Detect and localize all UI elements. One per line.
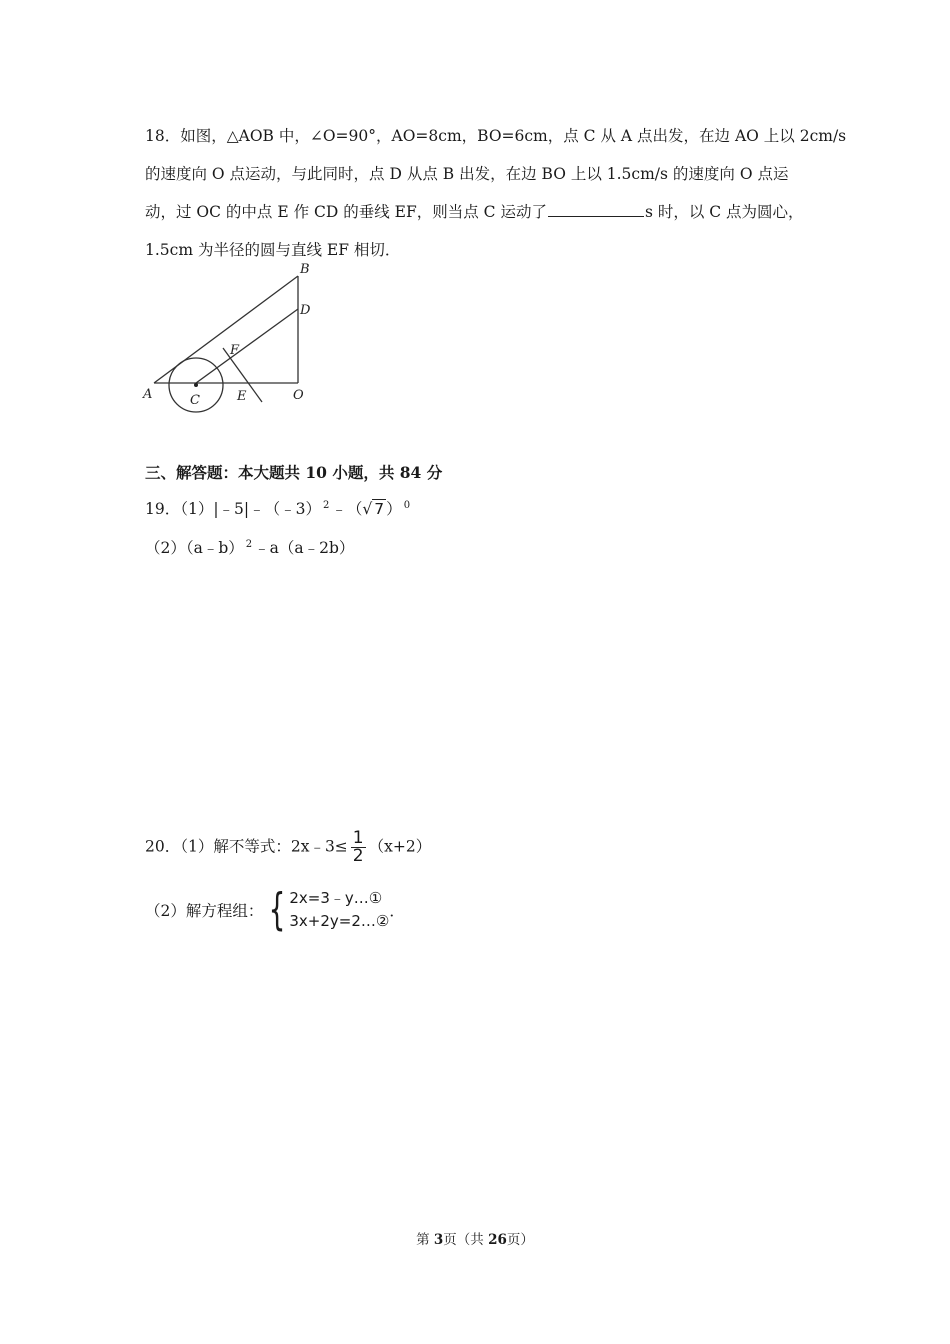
q19-part2 (145, 536, 354, 558)
footer-c: 页） (506, 1232, 534, 1248)
q19-p2-a: （2）（a﹣b） (145, 539, 244, 557)
geometry-figure (140, 258, 320, 418)
equation-system (263, 884, 390, 935)
q19-part1 (145, 497, 412, 519)
fraction-denominator: 2 (352, 846, 364, 866)
q20-p1-b: （x+2） (368, 837, 432, 856)
footer-a: 第 (416, 1232, 434, 1248)
q19-p1-exp2: 0 (403, 500, 411, 511)
q18-line1: 18．如图，△AOB 中，∠O=90°，AO=8cm，BO=6cm，点 C 从 A 点出发，在边 AO 上以 2cm/s (145, 127, 847, 145)
page-footer (0, 1228, 950, 1248)
q19-p1-exp1: 2 (323, 500, 330, 511)
equation-1: 2x=3﹣y…① (289, 889, 383, 907)
q18-line2: 的速度向 O 点运动，与此同时，点 D 从点 B 出发，在边 BO 上以 1.5cm/s 的速度向 O 点运 (145, 165, 789, 183)
q20-p2-label: （2）解方程组： (145, 902, 264, 920)
footer-b: 页（共 (443, 1232, 489, 1248)
q18-line3 (145, 200, 804, 222)
q19-p1-radicand: 7 (374, 500, 385, 518)
q20-p1-a: 20．（1）解不等式：2x﹣3≤ (145, 837, 348, 856)
q20-part1 (145, 830, 431, 865)
answer-blank (548, 202, 644, 217)
section-heading: 三、解答题：本大题共 10 小题，共 84 分 (145, 463, 443, 482)
label-f: F (230, 343, 240, 358)
segment-cd (196, 309, 298, 383)
point-c (194, 383, 198, 387)
q18-line3-b: s 时，以 C 点为圆心， (644, 203, 804, 221)
label-o: O (293, 388, 304, 403)
brace-icon: { (268, 884, 286, 935)
label-d: D (300, 303, 311, 318)
q19-p1-b: ﹣（ (331, 500, 363, 518)
footer-page-number: 3 (433, 1232, 444, 1248)
q19-p2-exp: 2 (245, 539, 253, 550)
fraction-half (351, 830, 366, 865)
q19-p2-b: ﹣a（a﹣2b） (254, 539, 355, 557)
sqrt-symbol: √ (362, 500, 373, 518)
q20-p2-end: ． (389, 902, 405, 920)
equation-2: 3x+2y=2…② (289, 912, 390, 930)
q20-part2 (145, 884, 405, 935)
q19-p1-c: ） (386, 500, 402, 518)
q18-line4: 1.5cm 为半径的圆与直线 EF 相切． (145, 241, 401, 259)
label-c: C (190, 393, 200, 408)
fraction-numerator: 1 (352, 828, 364, 848)
label-b: B (300, 262, 310, 277)
label-e: E (237, 389, 247, 404)
label-a: A (143, 387, 153, 402)
footer-total-pages: 26 (488, 1232, 507, 1248)
q18-line3-a: 动，过 OC 的中点 E 作 CD 的垂线 EF，则当点 C 运动了 (145, 203, 547, 221)
q19-p1-a: 19．（1）|﹣5|﹣（﹣3） (145, 500, 322, 518)
